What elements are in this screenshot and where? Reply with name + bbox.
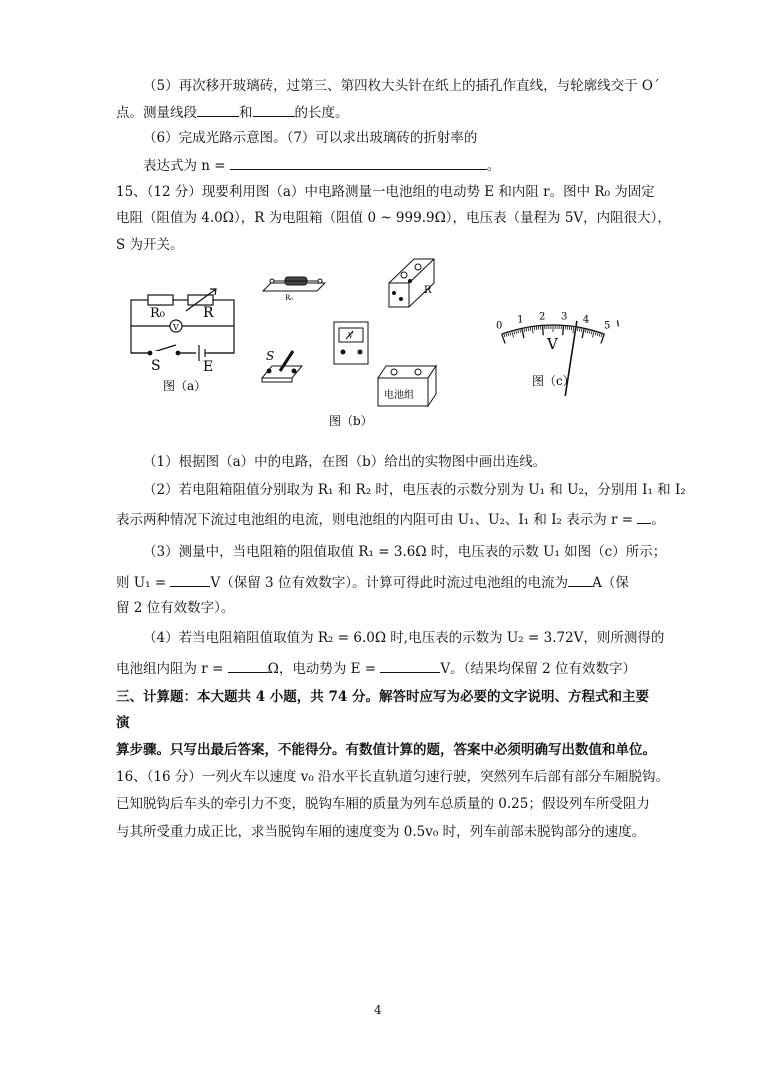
answer-blank[interactable] (637, 509, 651, 524)
q14-part5-text-c: 的长度。 (294, 105, 349, 121)
dial-tick-label: 2 (538, 311, 546, 323)
q15-intro-line3: S 为开关。 (116, 237, 184, 253)
dial-tick (585, 329, 586, 333)
dial-tick (514, 330, 515, 334)
label-s: S (151, 358, 161, 374)
label-r0-b: R₀ (285, 294, 294, 302)
figure-b-caption: 图（b） (329, 414, 373, 428)
dial-tick (508, 332, 509, 336)
dial-tick-label: 3 (561, 311, 568, 323)
q15-part3-line3: 留 2 位有效数字）。 (116, 600, 235, 616)
dial-tick (532, 326, 533, 333)
battery-box-icon (378, 366, 436, 378)
q15-part1: （1）根据图（a）中的电路，在图（b）给出的实物图中画出连线。 (143, 454, 547, 470)
dial-corner-mark (617, 320, 618, 326)
dial-tick (573, 326, 574, 333)
q14-part5-text-a: 点。测量线段 (116, 105, 197, 121)
dial-tick (582, 328, 584, 338)
answer-blank[interactable] (253, 102, 295, 117)
figure-c-caption: 图（c） (532, 374, 575, 388)
dial-tick (506, 333, 507, 337)
page-number: 4 (374, 1003, 382, 1017)
dial-tick (581, 328, 582, 332)
q16-line2: 已知脱钩后车头的牵引力不变，脱钩车厢的质量为列车总质量的 0.25；假设列车所受阻力 (116, 796, 650, 812)
dial-tick-label: 5 (604, 320, 611, 332)
section3-heading-line3: 算步骤。只写出最后答案，不能得分。有数值计算的题，答案中必须明确写出数值和单位。 (116, 742, 656, 758)
label-v: V (173, 323, 179, 332)
section3-heading-line2: 演 (116, 715, 130, 731)
dial-tick (526, 327, 527, 331)
q15-part2-line1: （2）若电阻箱阻值分别取为 R₁ 和 R₂ 时，电压表的示数分别为 U₁ 和 U₂，分别用 I₁ 和 I₂ (143, 482, 686, 498)
dial-tick (592, 331, 594, 338)
dial-tick (530, 327, 531, 331)
label-e: E (203, 359, 214, 375)
dial-tick (504, 333, 505, 337)
q15-part4-text-c: V。（结果均保留 2 位有效数字） (440, 661, 637, 677)
answer-blank[interactable] (170, 572, 210, 587)
dial-tick (528, 327, 529, 331)
dial-tick (510, 331, 511, 335)
q14-part7 (143, 155, 760, 176)
label-r: R (203, 305, 214, 321)
q15-part4-text-b: Ω，电动势为 E = (267, 661, 381, 677)
dial-tick (516, 330, 517, 334)
q15-part3-line1: （3）测量中，当电阻箱的阻值取值 R₁ = 3.6Ω 时，电压表的示数 U₁ 如图（c）所示； (143, 544, 667, 560)
q15-part4-line1: （4）若当电阻箱阻值取值为 R₂ = 6.0Ω 时,电压表的示数为 U₂ = 3.72V，则所测得的 (143, 630, 665, 646)
dial-tick (571, 326, 572, 330)
dial-tick (520, 329, 521, 333)
q16-line1: 16、（16 分）一列火车以速度 v₀ 沿水平长直轨道匀速行驶，突然列车后部有部分车厢脱钩。 (116, 769, 670, 785)
dial-v-label: V (547, 335, 558, 353)
q15-figures (0, 253, 760, 453)
q15-part3-text-a: 则 U₁ = (116, 575, 171, 591)
dial-tick-label: 4 (582, 314, 590, 326)
q15-intro-line1: 15、（12 分）现要利用图（a）中电路测量一电池组的电动势 E 和内阻 r。图中 R₀ 为固定 (116, 184, 655, 200)
dial-tick (587, 329, 588, 333)
dial-tick (524, 328, 525, 332)
q15-part3-line2 (116, 572, 760, 593)
q16-line3: 与其所受重力成正比，求当脱钩车厢的速度变为 0.5v₀ 时，列车前部未脱钩部分的速度。 (116, 824, 646, 840)
q14-part5-text-b: 和 (239, 105, 253, 121)
answer-blank[interactable] (228, 658, 268, 673)
q15-part3-text-c: A（保 (592, 575, 629, 591)
dial-tick (577, 327, 578, 331)
q15-part2-line2 (116, 509, 760, 530)
dial-tick (512, 331, 514, 338)
dial-tick (522, 328, 524, 338)
dial-tick-label: 0 (495, 320, 503, 332)
dial-tick (563, 325, 564, 335)
dial-tick (518, 329, 519, 333)
answer-blank[interactable] (568, 572, 592, 587)
dial-tick (601, 333, 602, 337)
dial-tick (534, 326, 535, 330)
answer-blank[interactable] (380, 658, 440, 673)
label-r0: R₀ (150, 306, 165, 321)
q14-part6: （6）完成光路示意图。（7）可以求出玻璃砖的折射率的 (143, 130, 478, 146)
q15-part3-text-b: V（保留 3 位有效数字）。计算可得此时流过电池组的电流为 (210, 575, 569, 591)
q14-formula-label: 表达式为 n = (143, 158, 230, 174)
label-battery: 电池组 (384, 390, 414, 401)
dial-tick (597, 332, 598, 336)
q15-part2-text: 表示两种情况下流过电池组的电流，则电池组的内阻可由 U₁、U₂、I₁ 和 I₂ 表示为 r = (116, 512, 638, 528)
dial-tick (595, 331, 596, 335)
dial-tick (543, 325, 544, 335)
resistor-r0-icon (148, 295, 173, 305)
dial-tick (599, 333, 600, 337)
q14-formula-end: 。 (486, 158, 501, 174)
q14-part5-line1: （5）再次移开玻璃砖，过第三、第四枚大头针在纸上的插孔作直线，与轮廓线交于 O´ (143, 78, 660, 94)
q14-part5-line2 (116, 102, 760, 123)
q15-part2-end: 。 (651, 512, 665, 528)
label-s-b: S (266, 349, 275, 363)
label-v-b: V (348, 332, 354, 340)
dial-tick (589, 330, 590, 334)
section3-heading-line1: 三、计算题：本大题共 4 小题，共 74 分。解答时应写为必要的文字说明、方程式和主要 (116, 689, 649, 705)
q15-intro-line2: 电阻（阻值为 4.0Ω），R 为电阻箱（阻值 0 ~ 999.9Ω），电压表（量程为 5V，内阻很大）， (116, 210, 671, 226)
dial-tick (579, 327, 580, 331)
answer-blank[interactable] (197, 102, 239, 117)
answer-blank[interactable] (230, 155, 487, 170)
label-r-b: R (424, 285, 432, 296)
q15-part4-text-a: 电池组内阻为 r = (116, 661, 228, 677)
figure-a-circuit (131, 289, 234, 361)
dial-tick (591, 330, 592, 334)
dial-tick-label: 1 (517, 314, 524, 326)
q15-part4-line2 (116, 658, 760, 679)
figure-a-caption: 图（a） (163, 379, 207, 393)
